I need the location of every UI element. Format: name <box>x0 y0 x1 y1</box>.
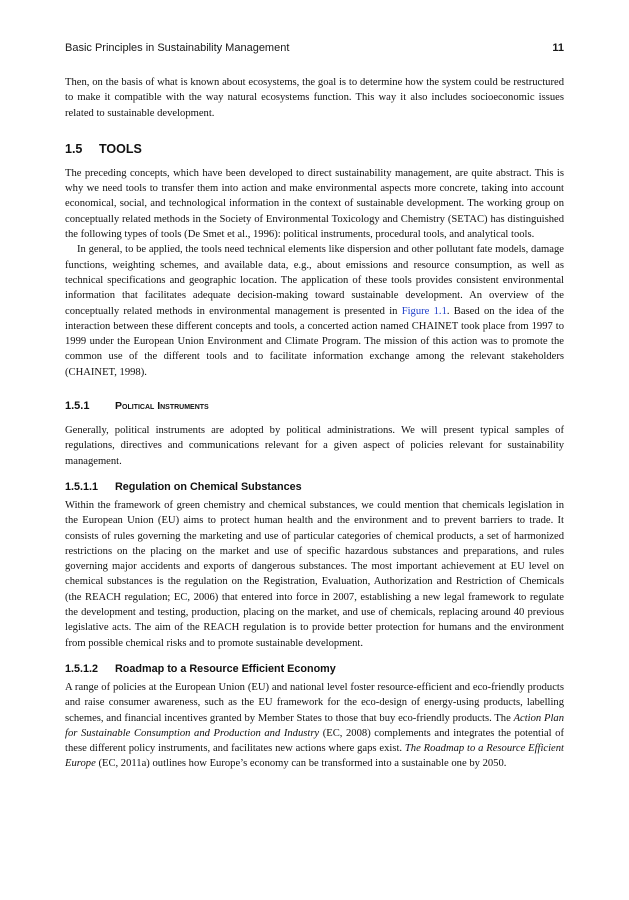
section-heading-1-5-1-2 <box>65 662 564 677</box>
section-number: 1.5.1 <box>65 400 90 413</box>
roadmap-paragraph <box>65 680 564 772</box>
text-run: In general, to be applied, the tools need technical elements like dispersion and other pollutant fate models, damage functions, weighting schemes, and available data, e.g., about emissions and resource consumption, as well as technical specifications and geographic location. The application of these tools provides consistent environmental information that facilitates adequate decision-making toward sustainable development. An overview of the conceptually related methods in environmental management is presented in <box>65 244 564 317</box>
tools-paragraph-2 <box>65 242 564 380</box>
political-instruments-paragraph: Generally, political instruments are adopted by political administrations. We will present typical samples of regulations, directives and communications relevant for a given aspect of policies relevant for sustainability management. <box>65 425 564 467</box>
text-run: A range of policies at the European Union (EU) and national level foster resource-efficient and eco-friendly products and raise consumer awareness, such as the EU framework for the eco-design of energy-using products, labelling schemes, and financial incentives granted by Member States to those that buy eco-friendly products. The <box>65 681 564 724</box>
section-title: Political Instruments <box>115 400 209 413</box>
section-title: Roadmap to a Resource Efficient Economy <box>115 662 336 675</box>
running-head <box>65 42 564 56</box>
section-number: 1.5 <box>65 141 83 156</box>
text-run: (EC, 2011a) outlines how Europe’s economy can be transformed into a sustainable one by 2050. <box>95 758 507 770</box>
text-run: . Based on the idea of the interaction between these different concepts and tools, a concerted action named CHAINET took place from 1997 to 1999 under the European Union Environment and Climate Program. The mission of this action was to promote the common use of the different tools and to facilitate information exchange among the relevant stakeholders (CHAINET, 1998). <box>65 305 564 378</box>
intro-paragraph: Then, on the basis of what is known about ecosystems, the goal is to determine how the system could be restructured to make it compatible with the way natural ecosystems function. This way it also includes socioeconomic issues related to sustainable development. <box>65 77 564 119</box>
running-head-title: Basic Principles in Sustainability Management <box>65 42 290 54</box>
section-title: Regulation on Chemical Substances <box>115 480 302 493</box>
chemical-substances-paragraph: Within the framework of green chemistry and chemical substances, we could mention that chemicals legislation in the European Union (EU) aims to protect human health and the environment and to prevent barriers to trade. It consists of rules governing the marketing and use of particular categories of chemical products, a set of harmonized restrictions on the placing on the market and use of specific hazardous substances and preparations, and rules governing major accidents and exports of dangerous substances. The most important achievement at EU level on chemical substances is the regulation on the Registration, Evaluation, Authorization and Restriction of Chemicals (the REACH regulation; EC, 2006) that entered into force in 2007, establishing a new legal framework to regulate the development and testing, production, placing on the market, and use of chemicals, replacing around 40 previous legislative acts. The aim of the REACH regulation is to provide better protection for humans and the environment from possible chemical risks and to promote sustainable development. <box>65 499 564 649</box>
page-number: 11 <box>552 42 564 54</box>
section-title: TOOLS <box>99 141 142 156</box>
figure-link[interactable]: Figure 1.1 <box>401 305 447 317</box>
page-body <box>65 75 564 772</box>
section-heading-1-5-1 <box>65 399 564 414</box>
section-heading-1-5-1-1 <box>65 480 564 495</box>
italic-title: Action Plan for Sustainable Consumption and Production and Industry <box>65 712 564 739</box>
text-run: (EC, 2008) complements and integrates the potential of these different policy instruments, and facilitates new actions where gaps exist. <box>65 727 564 755</box>
section-number: 1.5.1.1 <box>65 480 99 493</box>
section-heading-1-5 <box>65 141 564 157</box>
section-number: 1.5.1.2 <box>65 662 99 675</box>
tools-paragraph-1: The preceding concepts, which have been developed to direct sustainability management, are quite abstract. This is why we need tools to transfer them into action and make environmental aspects more concrete, taking into account economical, social, and technological information in the context of sustainable development. The working group on conceptually related methods in the Society of Environmental Toxicology and Chemistry (SETAC) has distinguished the following types of tools (De Smet et al., 1996): political instruments, procedural tools, and analytical tools. <box>65 167 564 241</box>
italic-title: The Roadmap to a Resource Efficient Europe <box>65 743 564 770</box>
